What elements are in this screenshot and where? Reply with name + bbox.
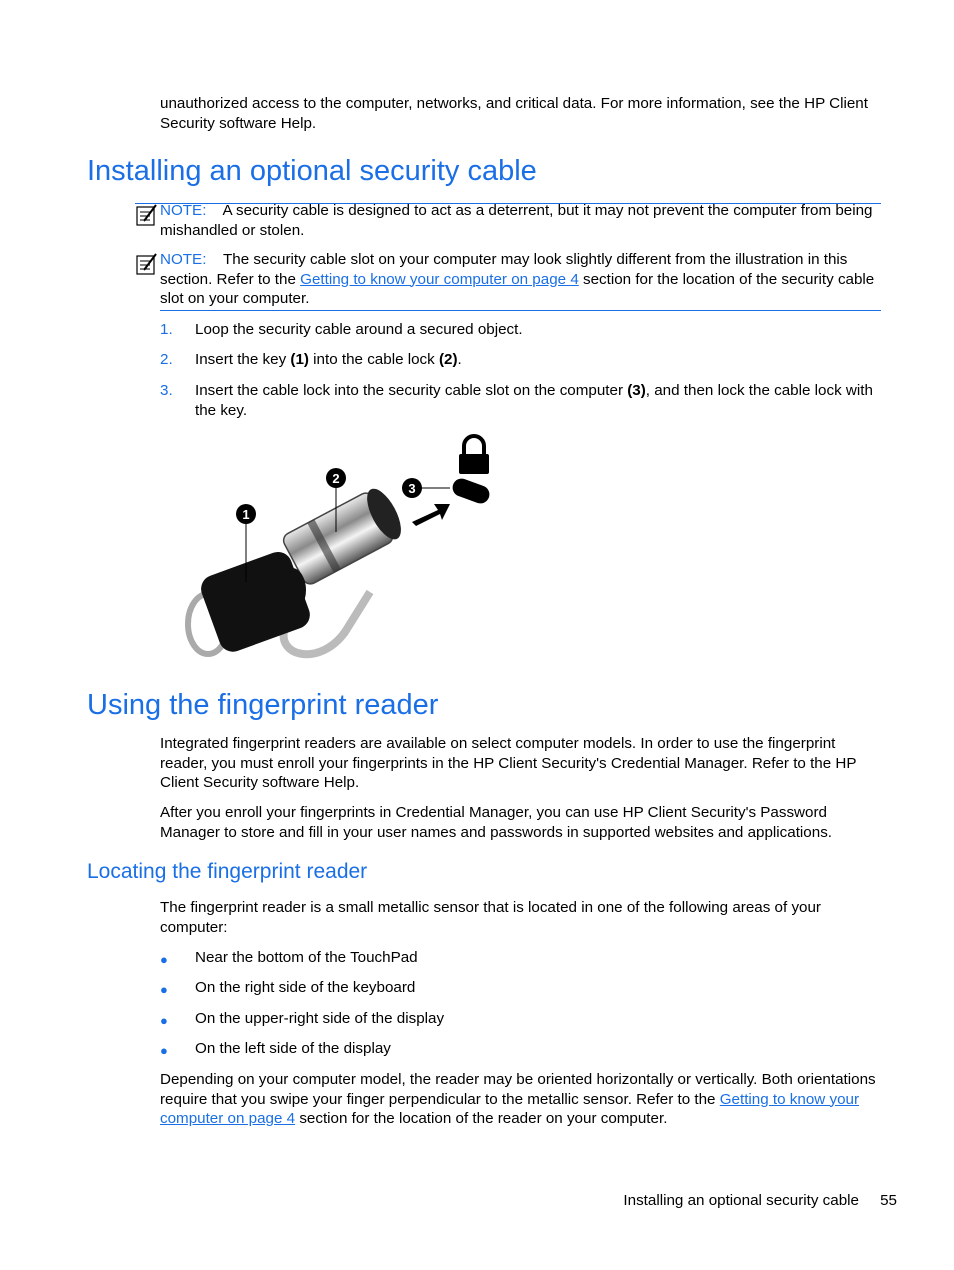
note-2-text-after: section for the location of the security cable slot on your computer.	[160, 270, 875, 307]
locating-outro	[160, 1070, 882, 1129]
step-number: 3.	[160, 382, 173, 399]
outro-text-after: section for the location of the reader on your computer.	[299, 1110, 668, 1127]
note-icon	[135, 203, 159, 232]
step-text: Insert the key (1) into the cable lock (2).	[195, 351, 462, 368]
note-1	[160, 201, 882, 240]
list-item	[0, 948, 954, 968]
note-2-text-before: The security cable slot on your computer may look slightly different from the illustration in this section. Refer to the	[160, 251, 848, 288]
bullet-text: On the right side of the keyboard	[195, 979, 416, 996]
bullet-text: On the upper-right side of the display	[195, 1010, 445, 1027]
outro-text-before: Depending on your computer model, the reader may be oriented horizontally or vertically. Both orientations require that you swipe your finger perpendicular to the metallic sensor. Refer to the	[160, 1071, 876, 1108]
note-icon	[135, 252, 159, 281]
callout-label-1: 1	[242, 507, 250, 522]
fingerprint-paragraph-2: After you enroll your fingerprints in Credential Manager, you can use HP Client Security's Password Manager to store and fill in your user names and passwords in supported websites and applications.	[160, 804, 833, 841]
footer-section-name: Installing an optional security cable	[623, 1192, 859, 1209]
lock-body-icon	[281, 484, 408, 587]
list-item	[0, 1009, 954, 1029]
arrow-icon	[412, 504, 450, 526]
link-getting-to-know[interactable]: Getting to know your computer on page 4	[160, 1090, 860, 1127]
note-2	[160, 250, 882, 309]
step-number: 2.	[160, 351, 173, 368]
bullet-icon: ●	[160, 982, 168, 997]
padlock-icon	[459, 436, 489, 474]
page-number: 55	[880, 1192, 897, 1209]
callout-label-3: 3	[408, 481, 416, 496]
callout-label-2: 2	[332, 471, 340, 486]
note-label: NOTE:	[160, 202, 207, 219]
bullet-icon: ●	[160, 1013, 168, 1028]
step-text: Insert the cable lock into the security cable slot on the computer (3), and then lock the cable lock with the key.	[195, 382, 873, 419]
list-item	[0, 978, 954, 998]
section-title-fingerprint: Using the fingerprint reader	[87, 689, 439, 721]
list-item	[0, 381, 954, 421]
note-label: NOTE:	[160, 251, 207, 268]
subsection-title-locating: Locating the fingerprint reader	[87, 860, 368, 883]
note-divider-bottom	[160, 310, 881, 311]
page-footer	[500, 1191, 897, 1211]
bullet-text: Near the bottom of the TouchPad	[195, 949, 418, 966]
security-cable-illustration	[180, 432, 500, 664]
step-text: Loop the security cable around a secured object.	[195, 321, 523, 338]
bullet-text: On the left side of the display	[195, 1040, 391, 1057]
list-item	[0, 320, 954, 340]
locating-intro: The fingerprint reader is a small metallic sensor that is located in one of the following areas of your computer:	[160, 899, 821, 936]
bullet-icon: ●	[160, 1043, 168, 1058]
intro-paragraph: unauthorized access to the computer, networks, and critical data. For more information, see the HP Client Security software Help.	[160, 95, 868, 132]
security-slot-icon	[450, 476, 492, 506]
list-item	[0, 1039, 954, 1059]
list-item	[0, 350, 954, 370]
section-title-security-cable: Installing an optional security cable	[87, 155, 537, 187]
fingerprint-paragraph-1: Integrated fingerprint readers are available on select computer models. In order to use the fingerprint reader, you must enroll your fingerprints in the HP Client Security's Credential Manager. Refer to the HP Client Security software Help.	[160, 735, 857, 791]
note-1-text: A security cable is designed to act as a deterrent, but it may not prevent the computer from being mishandled or stolen.	[160, 202, 873, 239]
bullet-icon: ●	[160, 952, 168, 967]
link-getting-to-know[interactable]: Getting to know your computer on page 4	[300, 270, 579, 288]
step-number: 1.	[160, 321, 173, 338]
